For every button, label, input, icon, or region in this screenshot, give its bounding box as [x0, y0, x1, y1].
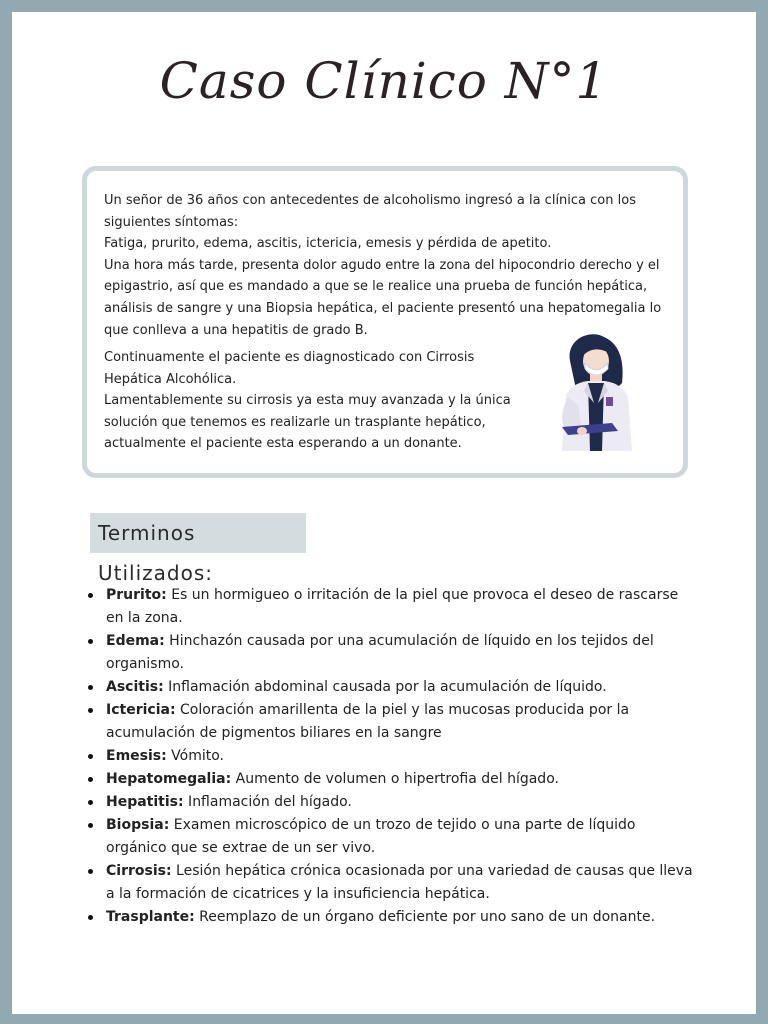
list-item	[84, 814, 694, 860]
term-definition: Examen microscópico de un trozo de tejido o una parte de líquido orgánico que se extrae de un ser vivo.	[106, 817, 636, 856]
term-name: Trasplante:	[106, 909, 195, 925]
term-name: Hepatomegalia:	[106, 771, 232, 787]
term-definition: Es un hormigueo o irritación de la piel que provoca el deseo de rascarse en la zona.	[106, 587, 679, 626]
term-definition: Inflamación abdominal causada por la acumulación de líquido.	[163, 679, 607, 695]
term-definition: Aumento de volumen o hipertrofia del hígado.	[231, 771, 559, 787]
term-definition: Lesión hepática crónica ocasionada por una variedad de causas que lleva a la formación de cicatrices y la insuficiencia hepática.	[106, 863, 693, 902]
term-definition: Inflamación del hígado.	[183, 794, 352, 810]
term-name: Cirrosis:	[106, 863, 172, 879]
case-paragraph: Fatiga, prurito, edema, ascitis, ictericia, emesis y pérdida de apetito.	[104, 236, 552, 252]
term-name: Biopsia:	[106, 817, 170, 833]
list-item	[84, 745, 694, 768]
document-page	[12, 12, 756, 1014]
list-item	[84, 630, 694, 676]
term-name: Ascitis:	[106, 679, 164, 695]
case-text-top	[104, 190, 674, 341]
term-name: Ictericia:	[106, 702, 176, 718]
term-definition: Coloración amarillenta de la piel y las mucosas producida por la acumulación de pigmentos biliares en la sangre	[106, 702, 630, 741]
term-name: Emesis:	[106, 748, 167, 764]
case-description-box	[82, 166, 688, 478]
page-title: Caso Clínico N°1	[159, 52, 609, 110]
doctor-illustration-icon	[542, 331, 652, 465]
terms-list	[84, 584, 694, 929]
term-name: Prurito:	[106, 587, 167, 603]
term-definition: Vómito.	[166, 748, 225, 764]
term-name: Hepatitis:	[106, 794, 184, 810]
case-paragraph: Una hora más tarde, presenta dolor agudo entre la zona del hipocondrio derecho y el epigastrio, así que es mandado a que se le realice una prueba de función hepática, análisis de sangre y una Biopsia hepática, el paciente presentó una hepatomegalia lo que conlleva a una hepatitis de grado B.	[104, 257, 662, 338]
case-paragraph: Lamentablemente su cirrosis ya esta muy avanzada y la única solución que tenemos es realizarle un trasplante hepático, actualmente el paciente esta esperando a un donante.	[104, 393, 511, 452]
case-paragraph: Un señor de 36 años con antecedentes de alcoholismo ingresó a la clínica con los siguientes síntomas:	[104, 193, 636, 230]
term-definition: Reemplazo de un órgano deficiente por uno sano de un donante.	[194, 909, 656, 925]
list-item	[84, 791, 694, 814]
case-paragraph: Continuamente el paciente es diagnosticado con Cirrosis Hepática Alcohólica.	[104, 350, 475, 387]
term-definition: Hinchazón causada por una acumulación de líquido en los tejidos del organismo.	[106, 633, 654, 672]
list-item	[84, 699, 694, 745]
terms-section-title: Terminos Utilizados:	[90, 513, 306, 553]
list-item	[84, 676, 694, 699]
list-item	[84, 584, 694, 630]
list-item	[84, 768, 694, 791]
list-item	[84, 860, 694, 906]
list-item	[84, 906, 694, 929]
term-name: Edema:	[106, 633, 165, 649]
case-text-bottom	[104, 347, 524, 455]
